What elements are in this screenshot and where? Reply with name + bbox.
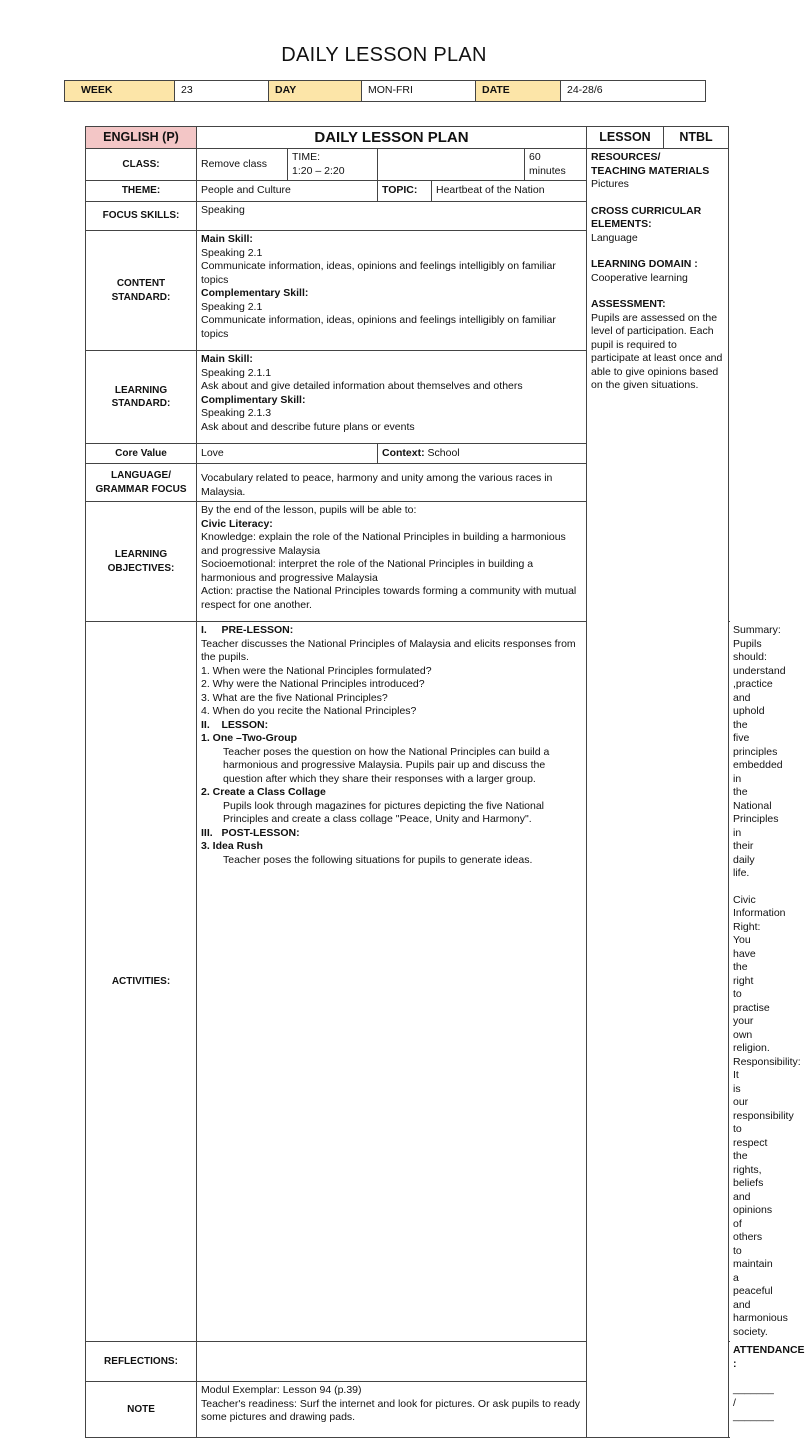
learning-domain-label: LEARNING DOMAIN : <box>591 258 698 270</box>
reflections-value <box>197 1342 587 1382</box>
learning-objectives-cell <box>197 502 587 622</box>
date-value: 24-28/6 <box>561 81 706 102</box>
theme-value: People and Culture <box>197 181 378 202</box>
learning-main-label: Main Skill: <box>201 353 253 365</box>
objectives-knowledge: Knowledge: explain the role of the National Principles in building a harmonious and progressive Malaysia <box>201 531 566 557</box>
learning-comp-code: Speaking 2.1.3 <box>201 407 272 419</box>
learning-domain-value: Cooperative learning <box>591 271 688 284</box>
objectives-socio: Socioemotional: interpret the role of the National Principles in building a harmonious and progressive Malaysia <box>201 558 534 584</box>
post-lesson-heading <box>201 827 582 841</box>
activity-1-text: Teacher poses the question on how the National Principles can build a harmonious and progressive Malaysia. Pupils pair up and discuss the question after which they share their responses with a larger group. <box>223 745 550 785</box>
page-title: DAILY LESSON PLAN <box>281 44 487 66</box>
week-info-table <box>64 80 706 102</box>
activity-2-text: Pupils look through magazines for pictures depicting the five National Principles and create a class collage "Peace, Unity and Harmony". <box>223 799 545 825</box>
grammar-label-2: GRAMMAR FOCUS <box>95 483 187 495</box>
activity-1-title: 1. One –Two-Group <box>201 732 298 744</box>
note-line-1: Modul Exemplar: Lesson 94 (p.39) <box>201 1384 362 1396</box>
grammar-focus-label <box>86 464 197 502</box>
learning-main-text: Ask about and give detailed information about themselves and others <box>201 380 523 392</box>
post-lesson-number: III. <box>201 826 213 839</box>
duration-cell <box>525 149 587 181</box>
content-main-label: Main Skill: <box>201 233 253 245</box>
subject-cell: ENGLISH (P) <box>86 127 197 149</box>
day-label: DAY <box>269 81 362 102</box>
resources-label: RESOURCES/ <box>591 151 661 163</box>
objectives-civic: Civic Literacy: <box>201 517 273 530</box>
objectives-label-2: OBJECTIVES: <box>107 562 175 574</box>
activities-cell <box>197 622 587 1342</box>
content-comp-label: Complementary Skill: <box>201 287 309 299</box>
theme-label: THEME: <box>86 181 197 202</box>
content-standard-label <box>86 231 197 351</box>
learning-comp-text: Ask about and describe future plans or events <box>201 420 415 433</box>
lesson-heading <box>201 719 582 733</box>
pre-lesson-heading <box>201 624 582 638</box>
learning-standard-cell <box>197 351 587 444</box>
learning-standard-label-2: STANDARD: <box>111 398 171 409</box>
learning-comp-label: Complimentary Skill: <box>201 393 306 406</box>
reflections-label: REFLECTIONS: <box>86 1342 197 1382</box>
content-comp-text: Communicate information, ideas, opinions and feelings intelligibly on familiar topics <box>201 314 556 340</box>
activity-3-title: 3. Idea Rush <box>201 840 263 852</box>
cross-curricular-label-2: ELEMENTS: <box>591 218 652 230</box>
time-value: 1:20 – 2:20 <box>292 164 345 177</box>
lesson-plan-table: ENGLISH (P) DAILY LESSON PLAN LESSON NTBL CLASS: Remove class TIME: 1:20 – 2:20 60 minutes RESOURCES/ TEACHING MATERIALS Pictures CROSS CURRICULAR ELEMENTS: Language LEARNING DOMAIN : Cooperative learning ASSESSMENT: Pupils are assessed on the level of participation. Each pupil is required to participate at least once and able to give opinions based on the given situations. THEME: People and Culture TOPIC: Heartbeat of the Nation FOCUS SKILLS: Speaking CONTENT STANDARD: Main Skill: Speaking 2.1 Communicate information, ideas, opinions and feelings intelligibly on familiar topics Complementary Skill: Speaking 2.1 Communicate information, ideas, opinions and feelings intelligibly on familiar topics LEARNING STANDARD: Main Skill: Speaking 2.1.1 Ask about and give detailed information about themselves and others Complimentary Skill: Speaking 2.1.3 Ask about and describe future plans or events Core Value Love Context: School LANGUAGE/ GRAMMAR FOCUS Vocabulary related to peace, harmony and unity among the various races in Malaysia. LEARNING OBJECTIVES: By the end of the lesson, pupils will be able to: Civic Literacy: Knowledge: explain the role of the National Principles in building a harmonious and progressive Malaysia Socioemotional: interpret the role of the National Principles in building a harmonious and progressive Malaysia Action: practise the National Principles towards forming a community with mutual respect for one another. ACTIVITIES: I. PRE-LESSON: Teacher discusses the National Principles of Malaysia and elicits responses from the pupils. 1. When were the National Principles formulated? 2. Why were the National Principles introduced? 3. What are the five National Principles? 4. When do you recite the National Principles? II. LESSON: 1. One –Two-Group Teacher poses the question on how the National Principles can build a harmonious and progressive Malaysia. Pupils pair up and discuss the question after which they share their responses with a larger group. 2. Create a Class Collage Pupils look through magazines for pictures depicting the five National Principles and create a class collage "Peace, Unity and Harmony". III. POST-LESSON: 3. Idea Rush Teacher poses the following situations for pupils to generate ideas. Summary: Pupils should: understand ,practice and uphold the five principles embedded in the National Principles in their daily life. Civic Information Right: You have the right to practise your own religion. Responsibility: It is our responsibility to respect the rights, beliefs and opinions of others to maintain a peaceful and harmonious society. REFLECTIONS: ATTENDANCE : _______ / _______ NOTE Modul Exemplar: Lesson 94 (p.39) Teacher's readiness: Surf the internet and look for pictures. Or ask pupils to ready some pictures and drawing pads. <box>85 126 729 1438</box>
post-lesson-label: POST-LESSON: <box>221 826 300 839</box>
assessment-label: ASSESSMENT: <box>591 298 666 310</box>
question-4: 4. When do you recite the National Principles? <box>201 705 417 717</box>
question-3: 3. What are the five National Principles? <box>201 691 388 704</box>
content-main-text: Communicate information, ideas, opinions and feelings intelligibly on familiar topics <box>201 260 556 286</box>
pre-lesson-number: I. <box>201 624 207 636</box>
pre-lesson-label: PRE-LESSON: <box>221 624 294 636</box>
cross-curricular-label: CROSS CURRICULAR <box>591 204 702 217</box>
note-line-2: Teacher's readiness: Surf the internet and look for pictures. Or ask pupils to ready some pictures and drawing pads. <box>201 1397 581 1423</box>
context-value: School <box>427 446 460 459</box>
grammar-label-1: LANGUAGE/ <box>111 470 171 481</box>
lesson-value: NTBL <box>664 127 729 149</box>
question-2: 2. Why were the National Principles introduced? <box>201 678 425 690</box>
learning-standard-label <box>86 351 197 444</box>
content-standard-label-1: CONTENT <box>116 278 166 289</box>
activities-label: ACTIVITIES: <box>86 622 197 1342</box>
duration-unit: minutes <box>529 164 566 177</box>
content-main-code: Speaking 2.1 <box>201 246 263 259</box>
focus-skills-value: Speaking <box>197 202 587 231</box>
lesson-number: II. <box>201 718 210 731</box>
learning-main-code: Speaking 2.1.1 <box>201 366 272 379</box>
lesson-label: LESSON <box>587 127 664 149</box>
cross-curricular-value: Language <box>591 231 638 244</box>
objectives-action: Action: practise the National Principles towards forming a community with mutual respect for one another. <box>201 585 577 611</box>
day-value: MON-FRI <box>362 81 476 102</box>
duration-number: 60 <box>529 151 541 163</box>
plan-title: DAILY LESSON PLAN <box>197 127 587 149</box>
date-label: DATE <box>476 81 561 102</box>
time-label: TIME: <box>292 151 320 163</box>
blank-cell <box>378 149 525 181</box>
content-standard-label-2: STANDARD: <box>111 291 171 303</box>
note-label: NOTE <box>86 1382 197 1438</box>
week-value: 23 <box>175 81 269 102</box>
note-cell <box>197 1382 587 1438</box>
topic-label: TOPIC: <box>378 181 432 202</box>
objectives-label-1: LEARNING <box>114 549 168 560</box>
lesson-section-label: LESSON: <box>221 718 269 731</box>
learning-standard-label-1: LEARNING <box>114 384 168 396</box>
topic-value: Heartbeat of the Nation <box>432 181 587 202</box>
time-cell <box>288 149 378 181</box>
objectives-intro: By the end of the lesson, pupils will be able to: <box>201 504 417 516</box>
grammar-focus-value: Vocabulary related to peace, harmony and unity among the various races in Malaysia. <box>197 464 587 502</box>
core-value: Love <box>197 444 378 464</box>
class-label: CLASS: <box>86 149 197 181</box>
learning-objectives-label <box>86 502 197 622</box>
focus-skills-label: FOCUS SKILLS: <box>86 202 197 231</box>
core-value-label: Core Value <box>86 444 197 464</box>
content-comp-code: Speaking 2.1 <box>201 300 263 313</box>
resources-column <box>587 149 729 1438</box>
resources-value: Pictures <box>591 178 629 190</box>
context-cell <box>378 444 587 464</box>
question-1: 1. When were the National Principles formulated? <box>201 664 432 677</box>
content-standard-cell <box>197 231 587 351</box>
class-value: Remove class <box>197 149 288 181</box>
week-label: WEEK <box>65 81 175 102</box>
context-label: Context: <box>382 446 425 459</box>
activity-3-text: Teacher poses the following situations for pupils to generate ideas. <box>223 853 533 866</box>
assessment-text: Pupils are assessed on the level of participation. Each pupil is required to participate at least once and able to give opinions based on the given situations. <box>591 311 723 391</box>
activity-2-title: 2. Create a Class Collage <box>201 786 326 798</box>
resources-label-2: TEACHING MATERIALS <box>591 164 710 177</box>
pre-lesson-text: Teacher discusses the National Principles of Malaysia and elicits responses from the pupils. <box>201 637 576 663</box>
